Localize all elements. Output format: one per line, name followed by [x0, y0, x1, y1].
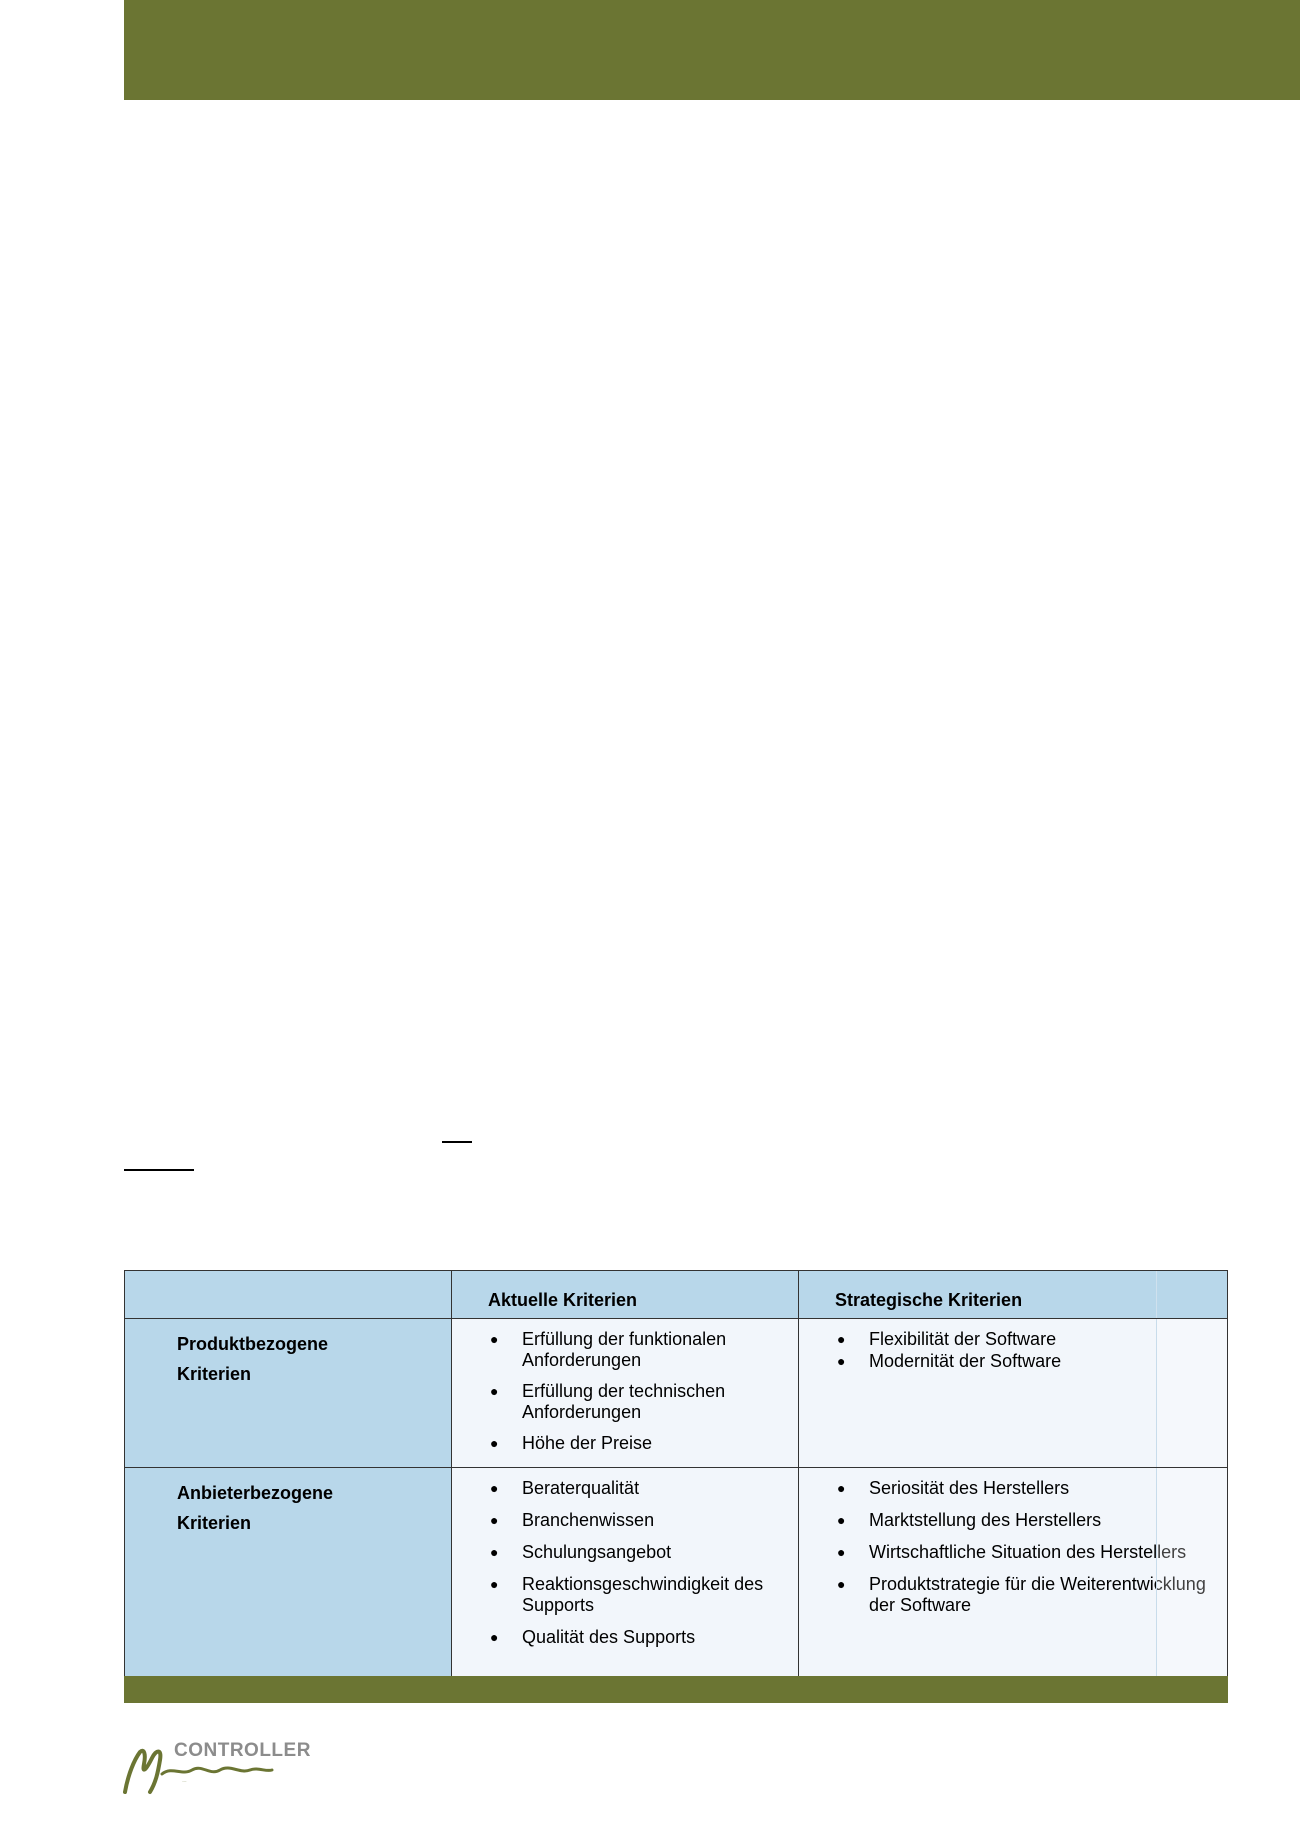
header-cell-current	[452, 1271, 799, 1318]
current-criteria-cell	[452, 1468, 799, 1677]
list-item: ● Marktstellung des Herstellers	[837, 1510, 1217, 1531]
row-label-vendor: Anbieterbezogene Kriterien	[177, 1483, 334, 1533]
list-item: ● Seriosität des Herstellers	[837, 1478, 1217, 1499]
bottom-color-band	[124, 1676, 1228, 1703]
list-item: ● Schulungsangebot	[490, 1542, 788, 1563]
list-item: ● Wirtschaftliche Situation des Herstellers	[837, 1542, 1217, 1563]
strategic-criteria-cell	[799, 1468, 1227, 1677]
footnote-separator	[124, 1169, 194, 1171]
list-item: ● Reaktionsgeschwindigkeit des Supports	[490, 1574, 788, 1616]
criteria-table	[124, 1270, 1228, 1676]
table-row-product	[125, 1319, 1227, 1468]
row-label-cell	[125, 1468, 452, 1677]
strategic-criteria-cell	[799, 1319, 1227, 1467]
top-color-band	[124, 0, 1300, 100]
logo-word: CONTROLLER	[174, 1740, 311, 1761]
list-item: ● Erfüllung der funktionalen Anforderungen	[490, 1329, 788, 1371]
table-row-vendor	[125, 1468, 1227, 1677]
current-criteria-list	[490, 1478, 788, 1659]
list-item: ● Beraterqualität	[490, 1478, 788, 1499]
row-label-product: Produktbezogene Kriterien	[177, 1334, 329, 1384]
header-current-criteria: Aktuelle Kriterien	[488, 1290, 638, 1310]
list-item: ● Qualität des Supports	[490, 1627, 788, 1648]
table-header-row	[125, 1271, 1227, 1319]
list-item: ● Erfüllung der technischen Anforderungen	[490, 1381, 788, 1423]
footnote-rule	[442, 1141, 472, 1143]
list-item: ● Modernität der Software	[837, 1351, 1217, 1372]
header-cell-strategic	[799, 1271, 1227, 1318]
list-item: ● Branchenwissen	[490, 1510, 788, 1531]
list-item: ● Flexibilität der Software	[837, 1329, 1217, 1350]
current-criteria-list	[490, 1329, 788, 1464]
list-item: ● Produktstrategie für die Weiterentwicklung der Software	[837, 1574, 1217, 1616]
current-criteria-cell	[452, 1319, 799, 1467]
header-strategic-criteria: Strategische Kriterien	[835, 1290, 1023, 1310]
logo-script-tail	[162, 1768, 272, 1774]
logo-script-m	[125, 1751, 160, 1792]
controller-magazin-logo	[122, 1730, 311, 1800]
logo-script-word: Magazin	[182, 1782, 187, 1783]
list-item: ● Höhe der Preise	[490, 1433, 788, 1454]
header-empty-cell	[125, 1271, 452, 1318]
row-label-cell	[125, 1319, 452, 1467]
